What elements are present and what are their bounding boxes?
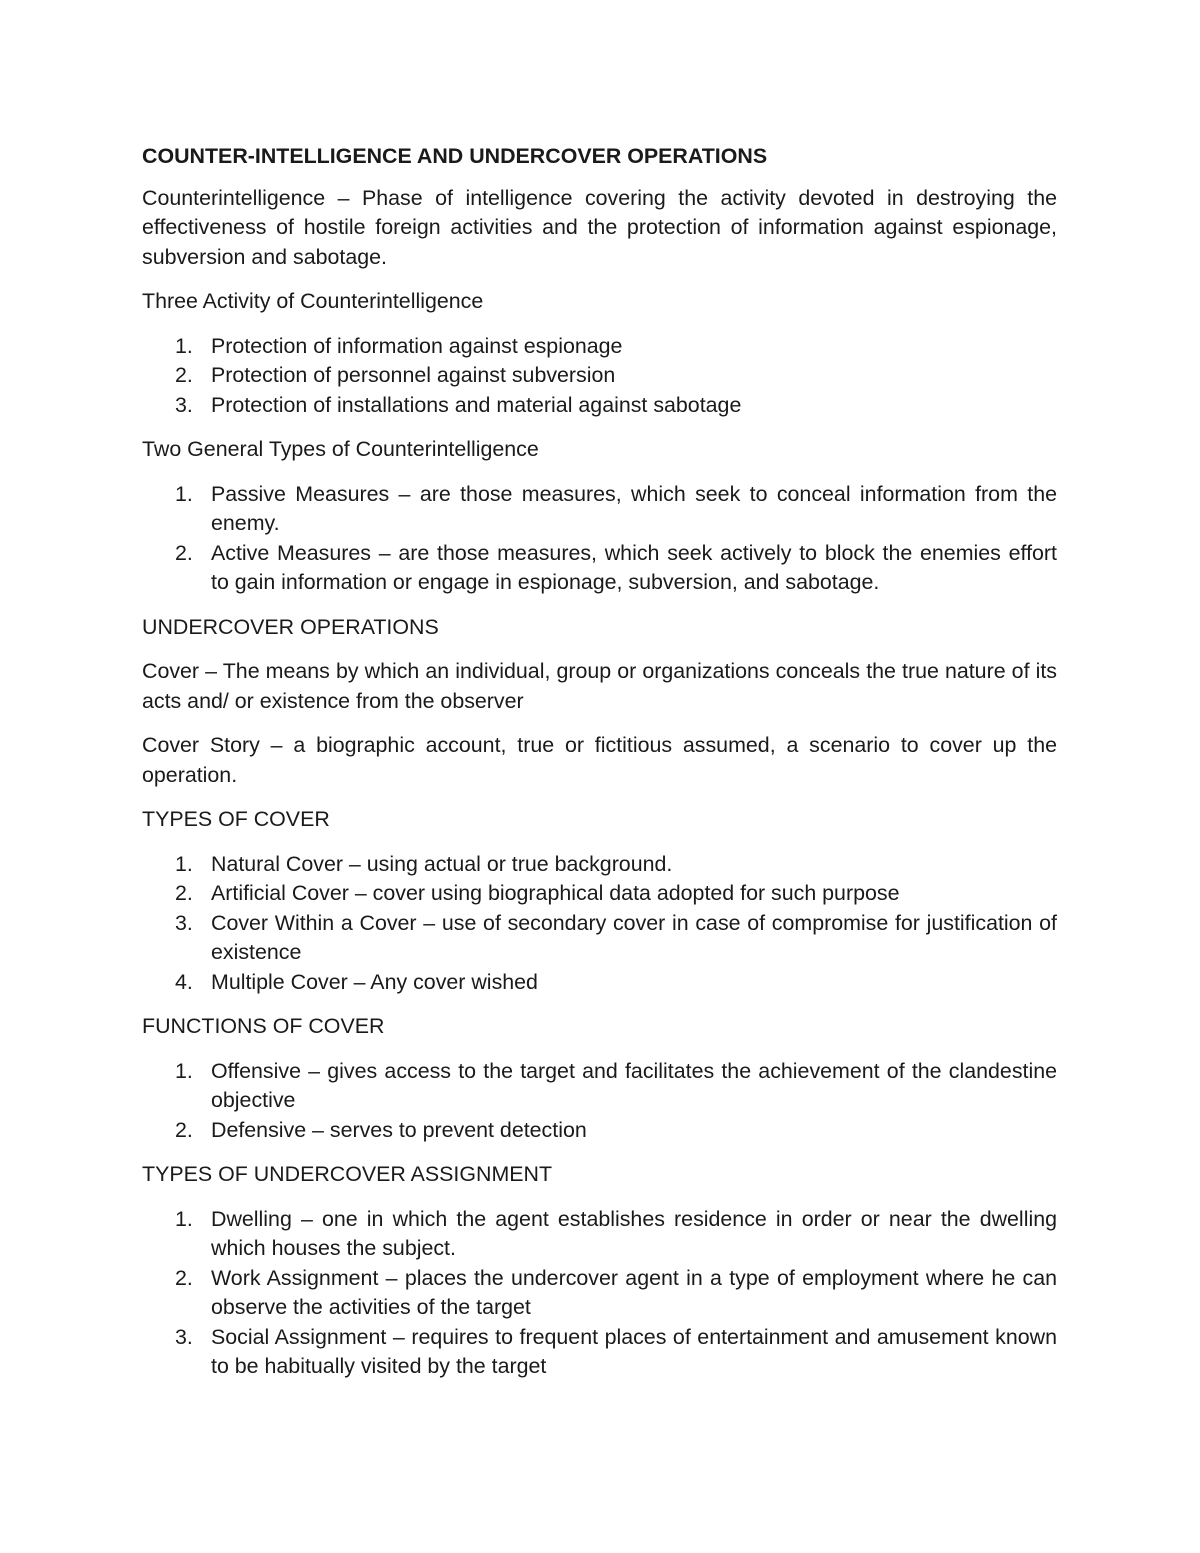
- list-item: [142, 1057, 1057, 1116]
- list-item: [142, 480, 1057, 539]
- list-number: 1.: [175, 333, 193, 358]
- types-of-cover-heading: TYPES OF COVER: [142, 807, 330, 831]
- list-number: 3.: [175, 1324, 193, 1349]
- list-item-text: Artificial Cover – cover using biographical data adopted for such purpose: [211, 881, 900, 905]
- functions-of-cover-list: [142, 1057, 1057, 1146]
- three-activity-list: [142, 332, 1057, 421]
- list-item: [142, 968, 1057, 998]
- cover-story-definition: Cover Story – a biographic account, true or fictitious assumed, a scenario to cover up the operation.: [142, 733, 1057, 787]
- list-number: 2.: [175, 1265, 193, 1290]
- list-number: 3.: [175, 910, 193, 935]
- list-number: 2.: [175, 1117, 193, 1142]
- list-item-text: Offensive – gives access to the target and facilitates the achievement of the clandestine objective: [211, 1058, 1057, 1112]
- list-item: [142, 1116, 1057, 1146]
- types-of-cover-list: [142, 850, 1057, 998]
- list-item-text: Active Measures – are those measures, which seek actively to block the enemies effort to gain information or engage in espionage, subversion, and sabotage.: [211, 540, 1057, 594]
- list-item: [142, 879, 1057, 909]
- list-number: 1.: [175, 481, 193, 506]
- two-types-heading: Two General Types of Counterintelligence: [142, 437, 539, 461]
- list-number: 2.: [175, 363, 193, 387]
- types-of-assignment-list: [142, 1205, 1057, 1382]
- list-item-text: Dwelling – one in which the agent establishes residence in order or near the dwelling which houses the subject.: [211, 1206, 1057, 1260]
- list-item: [142, 1205, 1057, 1264]
- list-item: [142, 1264, 1057, 1323]
- functions-of-cover-heading: FUNCTIONS OF COVER: [142, 1014, 385, 1038]
- list-item: [142, 332, 1057, 362]
- cover-definition: Cover – The means by which an individual, group or organizations conceals the true nature of its acts and/ or existence from the observer: [142, 659, 1057, 713]
- list-item: [142, 539, 1057, 598]
- list-number: 1.: [175, 1058, 193, 1083]
- list-number: 1.: [175, 851, 193, 876]
- undercover-operations-heading: UNDERCOVER OPERATIONS: [142, 614, 439, 639]
- list-item: [142, 909, 1057, 968]
- list-item: [142, 850, 1057, 880]
- list-item: [142, 1323, 1057, 1382]
- list-item-text: Protection of installations and material against sabotage: [211, 392, 742, 417]
- document-title: COUNTER-INTELLIGENCE AND UNDERCOVER OPERATIONS: [142, 144, 768, 168]
- list-item-text: Defensive – serves to prevent detection: [211, 1117, 587, 1142]
- list-item-text: Protection of information against espionage: [211, 333, 623, 358]
- list-item: [142, 361, 1057, 391]
- list-number: 1.: [175, 1206, 193, 1231]
- counterintelligence-definition: Counterintelligence – Phase of intelligence covering the activity devoted in destroying the effectiveness of hostile foreign activities and the protection of information against espionage, subversion and sabotage.: [142, 185, 1057, 269]
- list-number: 2.: [175, 540, 193, 565]
- list-item-text: Work Assignment – places the undercover agent in a type of employment where he can observe the activities of the target: [211, 1265, 1057, 1319]
- list-number: 3.: [175, 392, 193, 417]
- list-item-text: Natural Cover – using actual or true background.: [211, 851, 673, 876]
- list-item: [142, 391, 1057, 421]
- list-item-text: Multiple Cover – Any cover wished: [211, 969, 538, 994]
- list-item-text: Social Assignment – requires to frequent places of entertainment and amusement known to be habitually visited by the target: [211, 1324, 1057, 1378]
- list-item-text: Protection of personnel against subversion: [211, 363, 616, 387]
- two-types-list: [142, 480, 1057, 598]
- list-number: 2.: [175, 881, 193, 905]
- three-activity-heading: Three Activity of Counterintelligence: [142, 289, 484, 313]
- list-item-text: Passive Measures – are those measures, which seek to conceal information from the enemy.: [211, 481, 1057, 535]
- list-number: 4.: [175, 969, 193, 994]
- list-item-text: Cover Within a Cover – use of secondary cover in case of compromise for justification of existence: [211, 910, 1057, 964]
- types-of-assignment-heading: TYPES OF UNDERCOVER ASSIGNMENT: [142, 1162, 553, 1186]
